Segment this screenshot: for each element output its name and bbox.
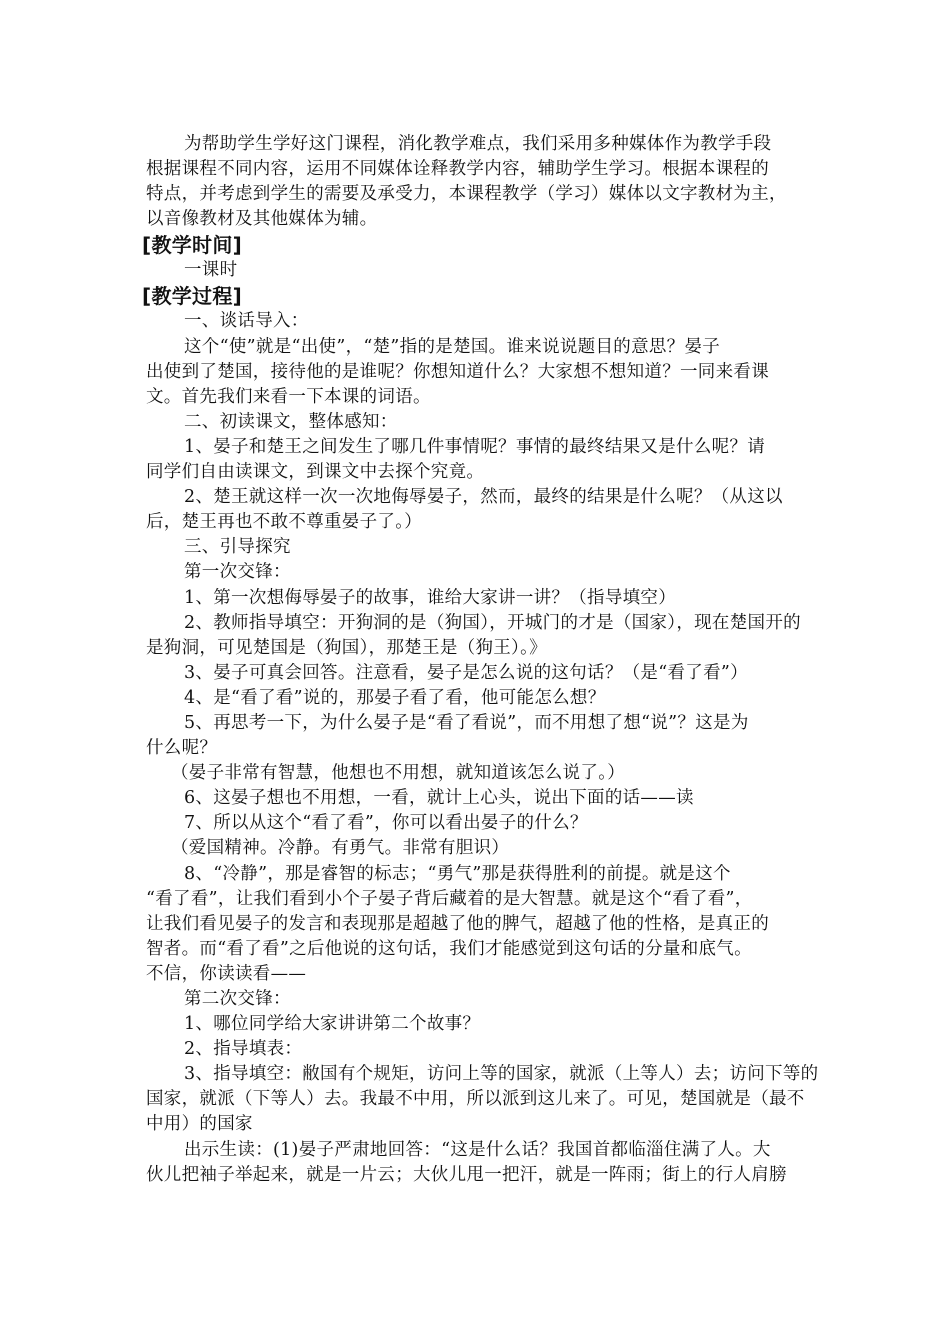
text-line: 5、再思考一下，为什么晏子是“看了看说”，而不用想了想“说”？这是为 [184, 712, 749, 733]
text-line: 8、“冷静”，那是睿智的标志；“勇气”那是获得胜利的前提。就是这个 [184, 863, 731, 884]
text-line: 2、教师指导填空：开狗洞的是（狗国），开城门的才是（国家），现在楚国开的 [184, 612, 801, 633]
text-line: 第二次交锋： [184, 989, 291, 1009]
text-line: 后，楚王再也不敢不尊重晏子了。） [146, 512, 423, 533]
text-line: 三、引导探究 [184, 537, 291, 558]
text-line: 根据课程不同内容，运用不同媒体诠释教学内容，辅助学生学习。根据本课程的 [146, 159, 769, 180]
text-line: 同学们自由读课文，到课文中去探个究竟。 [146, 462, 485, 483]
text-line: “看了看”，让我们看到小个子晏子背后藏着的是大智慧。就是这个“看了看”， [146, 888, 753, 909]
text-line: 4、是“看了看”说的，那晏子看了看，他可能怎么想？ [184, 687, 606, 708]
text-line: 二、初读课文，整体感知： [184, 411, 398, 432]
text-line: 为帮助学生学好这门课程，消化教学难点，我们采用多种媒体作为教学手段 [184, 134, 772, 154]
text-line: 一、谈话导入： [184, 311, 309, 332]
text-line: 国家，就派（下等人）去。我最不中用，所以派到这儿来了。可见，楚国就是（最不 [146, 1089, 805, 1110]
text-line: （晏子非常有智慧，他想也不用想，就知道该怎么说了。） [171, 763, 626, 784]
text-line: 智者。而“看了看”之后他说的这句话，我们才能感觉到这句话的分量和底气。 [146, 938, 752, 959]
text-line: 以音像教材及其他媒体为辅。 [146, 209, 378, 230]
section-heading: [教学时间] [142, 233, 243, 258]
text-line: 这个“使”就是“出使”，“楚”指的是楚国。谁来说说题目的意思？晏子 [184, 336, 721, 357]
text-line: 7、所以从这个“看了看”，你可以看出晏子的什么？ [184, 813, 588, 834]
text-line: 让我们看见晏子的发言和表现那是超越了他的脾气，超越了他的性格，是真正的 [146, 913, 769, 934]
text-line: 6、这晏子想也不用想，一看，就计上心头，说出下面的话——读 [184, 788, 694, 809]
text-line: 是狗洞，可见楚国是（狗国），那楚王是（狗王）。》 [146, 637, 547, 658]
section-heading: [教学过程] [142, 284, 243, 309]
text-line: 3、晏子可真会回答。注意看，晏子是怎么说的这句话？（是“看了看”） [184, 662, 748, 683]
text-line: 2、楚王就这样一次一次地侮辱晏子，然而，最终的结果是什么呢？（从这以 [184, 487, 783, 508]
text-line: 第一次交锋： [184, 562, 291, 583]
text-line: 伙儿把袖子举起来，就是一片云；大伙儿甩一把汗，就是一阵雨；街上的行人肩膀 [146, 1164, 787, 1185]
document-body [142, 132, 819, 1188]
text-line: 什么呢？ [146, 738, 218, 759]
text-line: 特点，并考虑到学生的需要及承受力，本课程教学（学习）媒体以文字教材为主， [146, 184, 787, 205]
text-line: 不信，你读读看—— [146, 963, 307, 984]
text-line: 3、指导填空：敝国有个规矩，访问上等的国家，就派（上等人）去；访问下等的 [184, 1064, 819, 1085]
text-line: （爱国精神。冷静。有勇气。非常有胆识） [171, 838, 510, 859]
text-line: 2、指导填表： [184, 1039, 303, 1060]
text-line: 文。首先我们来看一下本课的词语。 [146, 386, 431, 407]
text-line: 出示生读：(1)晏子严肃地回答：“这是什么话？我国首都临淄住满了人。大 [184, 1139, 771, 1160]
text-line: 1、哪位同学给大家讲讲第二个故事？ [184, 1014, 481, 1035]
text-line: 中用）的国家 [146, 1114, 253, 1135]
text-line: 一课时 [184, 260, 238, 281]
text-line: 出使到了楚国，接待他的是谁呢？你想知道什么？大家想不想知道？一同来看课 [146, 361, 769, 382]
text-line: 1、第一次想侮辱晏子的故事，谁给大家讲一讲？（指导填空） [184, 587, 677, 608]
text-line: 1、晏子和楚王之间发生了哪几件事情呢？事情的最终结果又是什么呢？请 [184, 436, 766, 457]
